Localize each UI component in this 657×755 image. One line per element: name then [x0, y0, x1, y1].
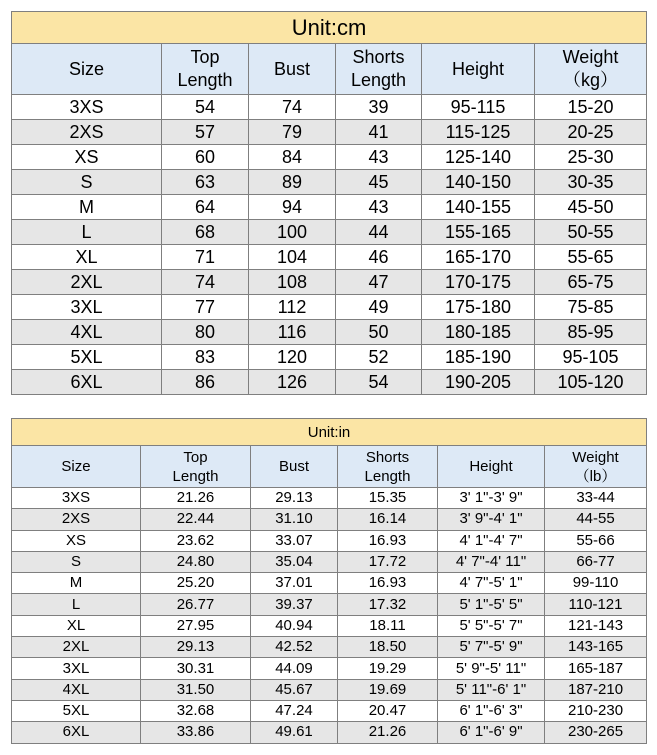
measurement-cell: 29.13 — [141, 637, 251, 658]
column-header-line: （lb） — [574, 467, 617, 485]
measurement-cell: 100 — [249, 220, 336, 245]
measurement-cell: 99-110 — [545, 573, 647, 594]
column-header — [12, 446, 141, 488]
measurement-cell: 32.68 — [141, 700, 251, 721]
measurement-cell: 4' 1"-4' 7" — [438, 530, 545, 551]
measurement-cell: 15.35 — [338, 488, 438, 509]
measurement-cell: 65-75 — [535, 270, 647, 295]
table-row — [12, 658, 647, 679]
measurement-cell: 210-230 — [545, 700, 647, 721]
size-chart-cm-table — [11, 11, 647, 395]
measurement-cell: 75-85 — [535, 295, 647, 320]
size-cell: XS — [12, 530, 141, 551]
measurement-cell: 74 — [162, 270, 249, 295]
column-header-line: Size — [68, 58, 104, 79]
measurement-cell: 20.47 — [338, 700, 438, 721]
measurement-cell: 17.72 — [338, 551, 438, 572]
size-cell: 3XL — [12, 658, 141, 679]
measurement-cell: 52 — [336, 345, 422, 370]
size-cell: 2XS — [12, 509, 141, 530]
unit-title: Unit:cm — [12, 12, 647, 44]
measurement-cell: 35.04 — [251, 551, 338, 572]
measurement-cell: 187-210 — [545, 679, 647, 700]
measurement-cell: 55-65 — [535, 245, 647, 270]
column-header — [535, 44, 647, 95]
measurement-cell: 125-140 — [422, 145, 535, 170]
size-cell: M — [12, 573, 141, 594]
measurement-cell: 40.94 — [251, 615, 338, 636]
table-row — [12, 345, 647, 370]
measurement-cell: 105-120 — [535, 370, 647, 395]
measurement-cell: 95-115 — [422, 95, 535, 120]
measurement-cell: 18.50 — [338, 637, 438, 658]
table-row — [12, 320, 647, 345]
measurement-cell: 49.61 — [251, 722, 338, 743]
size-cell: 5XL — [12, 345, 162, 370]
measurement-cell: 29.13 — [251, 488, 338, 509]
table-row — [12, 120, 647, 145]
size-cell: 2XS — [12, 120, 162, 145]
measurement-cell: 31.10 — [251, 509, 338, 530]
measurement-cell: 54 — [336, 370, 422, 395]
measurement-cell: 3' 1"-3' 9" — [438, 488, 545, 509]
table-row — [12, 220, 647, 245]
header-row — [12, 44, 647, 95]
size-cell: 2XL — [12, 637, 141, 658]
measurement-cell: 27.95 — [141, 615, 251, 636]
table-row — [12, 295, 647, 320]
size-cell: 4XL — [12, 679, 141, 700]
measurement-cell: 22.44 — [141, 509, 251, 530]
column-header-line: Top — [190, 47, 220, 67]
measurement-cell: 18.11 — [338, 615, 438, 636]
header-row — [12, 446, 647, 488]
measurement-cell: 180-185 — [422, 320, 535, 345]
measurement-cell: 23.62 — [141, 530, 251, 551]
measurement-cell: 26.77 — [141, 594, 251, 615]
measurement-cell: 33.07 — [251, 530, 338, 551]
measurement-cell: 74 — [249, 95, 336, 120]
size-cell: XS — [12, 145, 162, 170]
column-header-line: Length — [350, 70, 407, 90]
measurement-cell: 39.37 — [251, 594, 338, 615]
measurement-cell: 41 — [336, 120, 422, 145]
size-cell: L — [12, 220, 162, 245]
measurement-cell: 44.09 — [251, 658, 338, 679]
column-header — [249, 44, 336, 95]
measurement-cell: 108 — [249, 270, 336, 295]
table-row — [12, 594, 647, 615]
measurement-cell: 126 — [249, 370, 336, 395]
size-cell: L — [12, 594, 141, 615]
measurement-cell: 175-180 — [422, 295, 535, 320]
measurement-cell: 112 — [249, 295, 336, 320]
measurement-cell: 25.20 — [141, 573, 251, 594]
measurement-cell: 5' 9"-5' 11" — [438, 658, 545, 679]
measurement-cell: 115-125 — [422, 120, 535, 145]
column-header — [336, 44, 422, 95]
column-header — [12, 44, 162, 95]
measurement-cell: 4' 7"-5' 1" — [438, 573, 545, 594]
column-header-line: Weight — [572, 448, 619, 466]
measurement-cell: 39 — [336, 95, 422, 120]
table-row — [12, 370, 647, 395]
size-cell: S — [12, 170, 162, 195]
measurement-cell: 33.86 — [141, 722, 251, 743]
column-header — [438, 446, 545, 488]
measurement-cell: 19.29 — [338, 658, 438, 679]
measurement-cell: 45 — [336, 170, 422, 195]
size-chart-inch-table — [11, 418, 647, 744]
column-header-line: Length — [177, 70, 233, 90]
measurement-cell: 83 — [162, 345, 249, 370]
size-cell: 4XL — [12, 320, 162, 345]
measurement-cell: 89 — [249, 170, 336, 195]
measurement-cell: 50 — [336, 320, 422, 345]
table-row — [12, 530, 647, 551]
measurement-cell: 71 — [162, 245, 249, 270]
measurement-cell: 16.93 — [338, 530, 438, 551]
measurement-cell: 15-20 — [535, 95, 647, 120]
measurement-cell: 110-121 — [545, 594, 647, 615]
measurement-cell: 185-190 — [422, 345, 535, 370]
measurement-cell: 190-205 — [422, 370, 535, 395]
measurement-cell: 77 — [162, 295, 249, 320]
measurement-cell: 5' 11"-6' 1" — [438, 679, 545, 700]
table-row — [12, 195, 647, 220]
column-header-line: Shorts — [365, 448, 410, 466]
measurement-cell: 6' 1"-6' 3" — [438, 700, 545, 721]
measurement-cell: 86 — [162, 370, 249, 395]
measurement-cell: 94 — [249, 195, 336, 220]
table-row — [12, 637, 647, 658]
table-row — [12, 270, 647, 295]
measurement-cell: 44-55 — [545, 509, 647, 530]
column-header-line: Length — [172, 467, 219, 485]
table-row — [12, 679, 647, 700]
column-header-line: （kg） — [562, 70, 618, 90]
measurement-cell: 37.01 — [251, 573, 338, 594]
table-row — [12, 245, 647, 270]
table-row — [12, 551, 647, 572]
measurement-cell: 57 — [162, 120, 249, 145]
measurement-cell: 85-95 — [535, 320, 647, 345]
measurement-cell: 79 — [249, 120, 336, 145]
measurement-cell: 5' 7"-5' 9" — [438, 637, 545, 658]
measurement-cell: 54 — [162, 95, 249, 120]
measurement-cell: 24.80 — [141, 551, 251, 572]
measurement-cell: 25-30 — [535, 145, 647, 170]
column-header — [545, 446, 647, 488]
measurement-cell: 16.93 — [338, 573, 438, 594]
measurement-cell: 16.14 — [338, 509, 438, 530]
size-cell: S — [12, 551, 141, 572]
measurement-cell: 20-25 — [535, 120, 647, 145]
measurement-cell: 165-187 — [545, 658, 647, 679]
measurement-cell: 46 — [336, 245, 422, 270]
measurement-cell: 47.24 — [251, 700, 338, 721]
column-header — [141, 446, 251, 488]
size-cell: XL — [12, 615, 141, 636]
column-header-line: Bust — [278, 458, 309, 475]
measurement-cell: 155-165 — [422, 220, 535, 245]
measurement-cell: 95-105 — [535, 345, 647, 370]
measurement-cell: 19.69 — [338, 679, 438, 700]
measurement-cell: 30.31 — [141, 658, 251, 679]
measurement-cell: 64 — [162, 195, 249, 220]
measurement-cell: 5' 5"-5' 7" — [438, 615, 545, 636]
table-row — [12, 615, 647, 636]
column-header-line: Size — [61, 458, 91, 475]
size-cell: 6XL — [12, 722, 141, 743]
column-header-line: Height — [469, 458, 513, 475]
measurement-cell: 43 — [336, 145, 422, 170]
table-row — [12, 700, 647, 721]
measurement-cell: 165-170 — [422, 245, 535, 270]
measurement-cell: 170-175 — [422, 270, 535, 295]
size-cell: 3XS — [12, 95, 162, 120]
column-header — [162, 44, 249, 95]
measurement-cell: 140-155 — [422, 195, 535, 220]
size-cell: XL — [12, 245, 162, 270]
measurement-cell: 49 — [336, 295, 422, 320]
measurement-cell: 121-143 — [545, 615, 647, 636]
measurement-cell: 17.32 — [338, 594, 438, 615]
column-header — [251, 446, 338, 488]
column-header — [422, 44, 535, 95]
measurement-cell: 230-265 — [545, 722, 647, 743]
measurement-cell: 50-55 — [535, 220, 647, 245]
table-body — [12, 95, 647, 395]
column-header-line: Bust — [273, 58, 311, 79]
measurement-cell: 5' 1"-5' 5" — [438, 594, 545, 615]
measurement-cell: 55-66 — [545, 530, 647, 551]
table-row — [12, 95, 647, 120]
measurement-cell: 80 — [162, 320, 249, 345]
measurement-cell: 120 — [249, 345, 336, 370]
size-cell: 3XL — [12, 295, 162, 320]
table-row — [12, 573, 647, 594]
column-header-line: Shorts — [352, 47, 405, 67]
size-cell: M — [12, 195, 162, 220]
measurement-cell: 143-165 — [545, 637, 647, 658]
measurement-cell: 31.50 — [141, 679, 251, 700]
measurement-cell: 44 — [336, 220, 422, 245]
measurement-cell: 47 — [336, 270, 422, 295]
size-cell: 2XL — [12, 270, 162, 295]
table-row — [12, 170, 647, 195]
measurement-cell: 66-77 — [545, 551, 647, 572]
measurement-cell: 63 — [162, 170, 249, 195]
measurement-cell: 33-44 — [545, 488, 647, 509]
table-row — [12, 488, 647, 509]
size-cell: 5XL — [12, 700, 141, 721]
table-body — [12, 488, 647, 744]
table-row — [12, 722, 647, 743]
column-header-line: Height — [451, 58, 505, 79]
measurement-cell: 45.67 — [251, 679, 338, 700]
measurement-cell: 4' 7"-4' 11" — [438, 551, 545, 572]
column-header-line: Weight — [562, 47, 619, 67]
column-header-line: Top — [183, 448, 208, 466]
measurement-cell: 21.26 — [338, 722, 438, 743]
measurement-cell: 104 — [249, 245, 336, 270]
table-row — [12, 509, 647, 530]
measurement-cell: 140-150 — [422, 170, 535, 195]
measurement-cell: 68 — [162, 220, 249, 245]
measurement-cell: 6' 1"-6' 9" — [438, 722, 545, 743]
measurement-cell: 45-50 — [535, 195, 647, 220]
column-header-line: Length — [364, 467, 411, 485]
size-cell: 3XS — [12, 488, 141, 509]
measurement-cell: 43 — [336, 195, 422, 220]
table-row — [12, 145, 647, 170]
measurement-cell: 42.52 — [251, 637, 338, 658]
column-header — [338, 446, 438, 488]
size-cell: 6XL — [12, 370, 162, 395]
unit-title: Unit:in — [12, 419, 647, 446]
measurement-cell: 3' 9"-4' 1" — [438, 509, 545, 530]
measurement-cell: 84 — [249, 145, 336, 170]
measurement-cell: 21.26 — [141, 488, 251, 509]
measurement-cell: 30-35 — [535, 170, 647, 195]
measurement-cell: 116 — [249, 320, 336, 345]
measurement-cell: 60 — [162, 145, 249, 170]
